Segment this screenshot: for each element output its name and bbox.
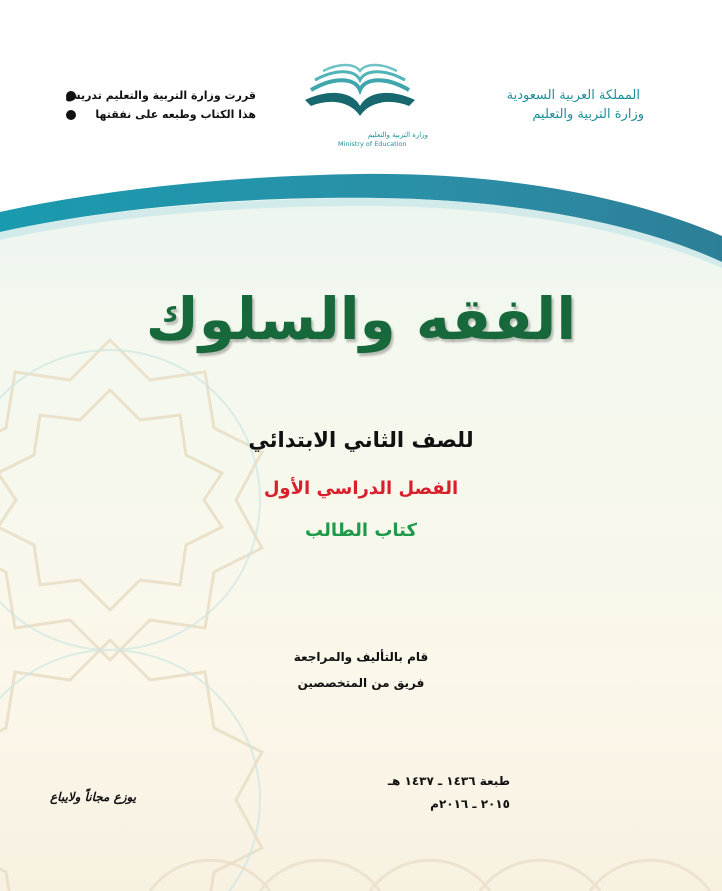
- authors-team: فريق من المتخصصين: [297, 676, 425, 690]
- authorship-credit: قام بالتأليف والمراجعة: [293, 650, 429, 664]
- free-distribution-note: يوزع مجاناً ولايباع: [50, 790, 137, 804]
- edition-hijri-years: طبعة ١٤٣٦ ـ ١٤٣٧ هـ: [387, 774, 510, 788]
- ministry-note-line-2: هذا الكتاب وطبعه على نفقتها: [95, 108, 256, 121]
- ministry-logo-english-text: Ministry of Education: [338, 140, 407, 148]
- edition-gregorian-years: ٢٠١٥ ـ ٢٠١٦م: [430, 797, 510, 811]
- book-type-label: كتاب الطالب: [305, 520, 417, 541]
- bullet-dot-icon: [66, 110, 76, 120]
- ministry-book-logo-icon: [305, 62, 415, 132]
- semester-label: الفصل الدراسي الأول: [263, 478, 459, 499]
- country-name: المملكة العربية السعودية: [506, 88, 640, 103]
- ministry-logo-arabic-text: وزارة التربية والتعليم: [367, 131, 428, 139]
- ministry-note-line-1: قررت وزارة التربية والتعليم تدريس: [65, 89, 256, 102]
- book-title: الفقه والسلوك: [145, 285, 577, 353]
- ministry-name: وزارة التربية والتعليم: [532, 107, 644, 122]
- grade-level: للصف الثاني الابتدائي: [248, 428, 474, 452]
